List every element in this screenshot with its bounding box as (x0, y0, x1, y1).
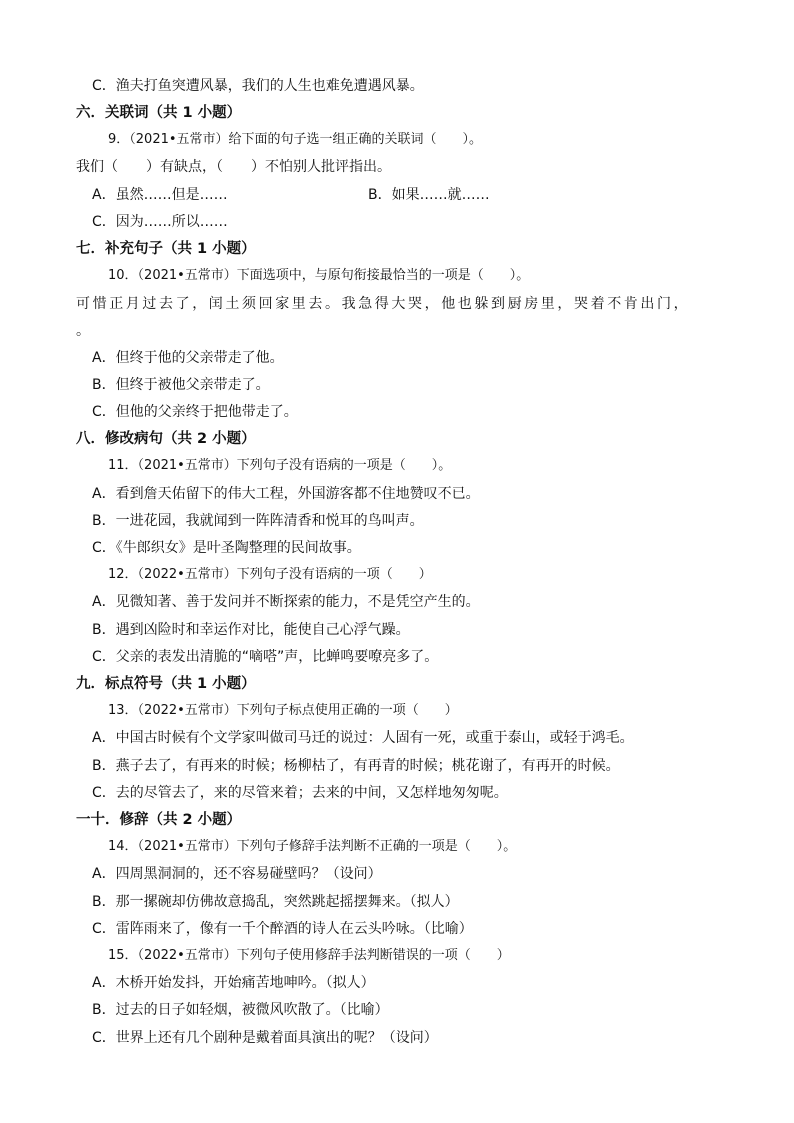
section-heading-6: 六．关联词（共 1 小题） (76, 105, 242, 121)
section-heading-7: 七．补充句子（共 1 小题） (76, 241, 256, 257)
question-9-option-b: B．如果……就…… (368, 187, 490, 203)
question-11-option-c: C．《牛郎织女》是叶圣陶整理的民间故事。 (92, 540, 361, 556)
question-14-stem: 14．（2021•五常市）下列句子修辞手法判断不正确的一项是（ ）。 (108, 839, 517, 854)
question-10-stem: 10．（2021•五常市）下面选项中，与原句衔接最恰当的一项是（ ）。 (108, 268, 530, 283)
question-10-passage: 可惜正月过去了，闰土须回家里去。我急得大哭，他也躲到厨房里，哭着不肯出门， (76, 296, 691, 312)
question-12-stem: 12．（2022•五常市）下列句子没有语病的一项（ ） (108, 567, 432, 582)
question-11-option-a: A．看到詹天佑留下的伟大工程，外国游客都不住地赞叹不已。 (92, 486, 480, 502)
question-15-option-a: A．木桥开始发抖，开始痛苦地呻吟。（拟人） (92, 975, 375, 991)
question-13-stem: 13．（2022•五常市）下列句子标点使用正确的一项（ ） (108, 703, 458, 718)
question-10-option-a: A．但终于他的父亲带走了他。 (92, 350, 284, 366)
question-12-option-a: A．见微知著、善于发问并不断探索的能力，不是凭空产生的。 (92, 594, 480, 610)
question-9-sentence: 我们（ ）有缺点，（ ）不怕别人批评指出。 (76, 159, 391, 175)
question-13-option-b: B．燕子去了，有再来的时候；杨柳枯了，有再青的时候；桃花谢了，有再开的时候。 (92, 758, 620, 774)
question-14-option-c: C．雷阵雨来了，像有一千个醉酒的诗人在云头吟咏。（比喻） (92, 921, 473, 937)
section-heading-10: 一十．修辞（共 2 小题） (76, 812, 242, 828)
question-11-stem: 11．（2021•五常市）下列句子没有语病的一项是（ ）。 (108, 458, 452, 473)
question-13-option-a: A．中国古时候有个文学家叫做司马迁的说过：人固有一死，或重于泰山，或轻于鸿毛。 (92, 730, 634, 746)
question-15-option-c: C．世界上还有几个剧种是戴着面具演出的呢？（设问） (92, 1030, 438, 1046)
question-15-stem: 15．（2022•五常市）下列句子使用修辞手法判断错误的一项（ ） (108, 948, 510, 963)
question-11-option-b: B．一进花园，我就闻到一阵阵清香和悦耳的鸟叫声。 (92, 513, 424, 529)
question-13-option-c: C．去的尽管去了，来的尽管来着；去来的中间，又怎样地匆匆呢。 (92, 785, 508, 801)
question-12-option-b: B．遇到凶险时和幸运作对比，能使自己心浮气躁。 (92, 622, 410, 638)
question-14-option-b: B．那一摞碗却仿佛故意捣乱，突然跳起摇摆舞来。（拟人） (92, 894, 459, 910)
question-10-option-b: B．但终于被他父亲带走了。 (92, 377, 270, 393)
question-14-option-a: A．四周黑洞洞的，还不容易碰壁吗？（设问） (92, 866, 382, 882)
question-10-option-c: C．但他的父亲终于把他带走了。 (92, 404, 298, 420)
section-heading-8: 八．修改病句（共 2 小题） (76, 431, 256, 447)
question-12-option-c: C．父亲的表发出清脆的“嘀嗒”声，比蝉鸣要嘹亮多了。 (92, 649, 439, 665)
question-15-option-b: B．过去的日子如轻烟，被微风吹散了。（比喻） (92, 1002, 389, 1018)
question-9-stem: 9．（2021•五常市）给下面的句子选一组正确的关联词（ ）。 (108, 132, 483, 147)
q8-option-c: C．渔夫打鱼突遭风暴，我们的人生也难免遭遇风暴。 (92, 78, 424, 94)
question-10-passage-end: 。 (76, 323, 90, 339)
section-heading-9: 九．标点符号（共 1 小题） (76, 676, 256, 692)
question-9-option-a: A．虽然……但是…… (92, 187, 228, 203)
question-9-option-c: C．因为……所以…… (92, 214, 228, 230)
